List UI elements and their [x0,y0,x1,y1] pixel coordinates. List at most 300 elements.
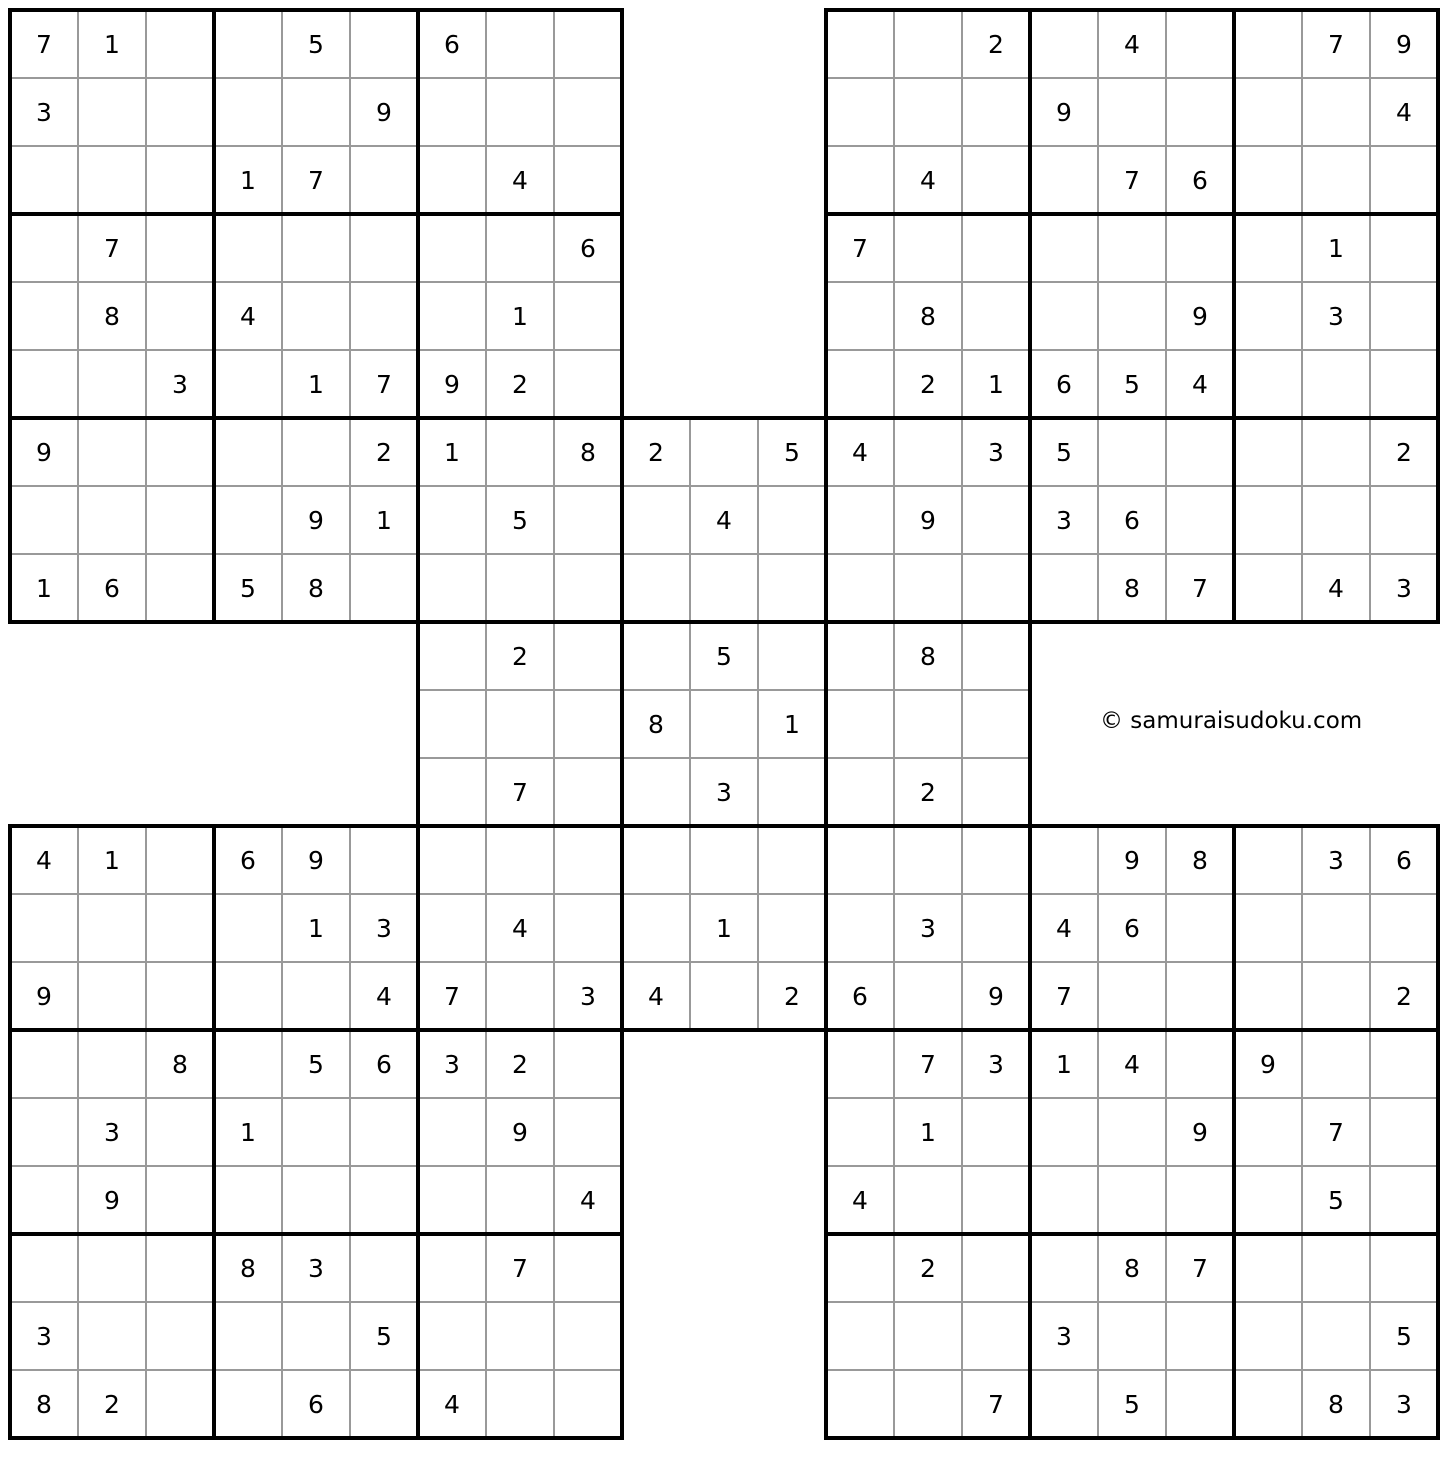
empty-cell[interactable] [486,1370,554,1438]
given-digit-cell[interactable]: 8 [1124,1253,1140,1283]
empty-cell[interactable] [554,282,622,350]
empty-cell[interactable] [10,350,78,418]
given-digit-cell[interactable]: 4 [376,981,392,1011]
empty-cell[interactable] [1370,1098,1438,1166]
empty-cell[interactable] [554,146,622,214]
given-digit-cell[interactable]: 9 [1124,845,1140,875]
given-digit-cell[interactable]: 3 [1056,505,1072,535]
given-digit-cell[interactable]: 3 [920,913,936,943]
empty-cell[interactable] [146,554,214,622]
given-digit-cell[interactable]: 3 [36,1321,52,1351]
empty-cell[interactable] [214,214,282,282]
given-digit-cell[interactable]: 7 [852,233,868,263]
given-digit-cell[interactable]: 2 [920,1253,936,1283]
given-digit-cell[interactable]: 5 [1124,369,1140,399]
empty-cell[interactable] [78,146,146,214]
given-digit-cell[interactable]: 7 [1192,1253,1208,1283]
given-digit-cell[interactable]: 9 [1192,301,1208,331]
empty-cell[interactable] [894,10,962,78]
empty-cell[interactable] [758,622,826,690]
empty-cell[interactable] [894,554,962,622]
empty-cell[interactable] [962,554,1030,622]
given-digit-cell[interactable]: 7 [1192,573,1208,603]
empty-cell[interactable] [10,1234,78,1302]
given-digit-cell[interactable]: 5 [376,1321,392,1351]
given-digit-cell[interactable]: 2 [920,369,936,399]
given-digit-cell[interactable]: 4 [512,165,528,195]
empty-cell[interactable] [146,1166,214,1234]
given-digit-cell[interactable]: 7 [376,369,392,399]
empty-cell[interactable] [1166,894,1234,962]
empty-cell[interactable] [1030,146,1098,214]
given-digit-cell[interactable]: 1 [308,913,324,943]
given-digit-cell[interactable]: 8 [240,1253,256,1283]
empty-cell[interactable] [1030,1234,1098,1302]
empty-cell[interactable] [214,78,282,146]
given-digit-cell[interactable]: 9 [36,981,52,1011]
empty-cell[interactable] [622,486,690,554]
empty-cell[interactable] [826,894,894,962]
empty-cell[interactable] [554,690,622,758]
empty-cell[interactable] [214,962,282,1030]
given-digit-cell[interactable]: 3 [444,1049,460,1079]
empty-cell[interactable] [826,282,894,350]
empty-cell[interactable] [962,214,1030,282]
empty-cell[interactable] [1030,10,1098,78]
empty-cell[interactable] [282,78,350,146]
given-digit-cell[interactable]: 1 [104,845,120,875]
empty-cell[interactable] [1030,282,1098,350]
given-digit-cell[interactable]: 3 [1328,845,1344,875]
empty-cell[interactable] [894,418,962,486]
given-digit-cell[interactable]: 9 [36,437,52,467]
empty-cell[interactable] [78,894,146,962]
empty-cell[interactable] [486,1166,554,1234]
empty-cell[interactable] [214,1302,282,1370]
given-digit-cell[interactable]: 9 [308,845,324,875]
empty-cell[interactable] [1370,486,1438,554]
given-digit-cell[interactable]: 8 [36,1389,52,1419]
given-digit-cell[interactable]: 5 [1396,1321,1412,1351]
given-digit-cell[interactable]: 4 [444,1389,460,1419]
empty-cell[interactable] [1234,282,1302,350]
empty-cell[interactable] [350,1370,418,1438]
empty-cell[interactable] [826,758,894,826]
empty-cell[interactable] [10,146,78,214]
empty-cell[interactable] [418,758,486,826]
empty-cell[interactable] [622,826,690,894]
empty-cell[interactable] [554,894,622,962]
empty-cell[interactable] [1030,1370,1098,1438]
empty-cell[interactable] [418,1234,486,1302]
empty-cell[interactable] [554,10,622,78]
empty-cell[interactable] [962,1302,1030,1370]
given-digit-cell[interactable]: 4 [1124,29,1140,59]
given-digit-cell[interactable]: 6 [1192,165,1208,195]
given-digit-cell[interactable]: 1 [376,505,392,535]
given-digit-cell[interactable]: 3 [308,1253,324,1283]
given-digit-cell[interactable]: 6 [580,233,596,263]
given-digit-cell[interactable]: 4 [1124,1049,1140,1079]
empty-cell[interactable] [758,826,826,894]
given-digit-cell[interactable]: 4 [1396,97,1412,127]
given-digit-cell[interactable]: 5 [716,641,732,671]
empty-cell[interactable] [214,10,282,78]
empty-cell[interactable] [758,486,826,554]
given-digit-cell[interactable]: 7 [1056,981,1072,1011]
empty-cell[interactable] [894,962,962,1030]
given-digit-cell[interactable]: 9 [988,981,1004,1011]
empty-cell[interactable] [350,826,418,894]
given-digit-cell[interactable]: 1 [240,1117,256,1147]
given-digit-cell[interactable]: 9 [1396,29,1412,59]
given-digit-cell[interactable]: 4 [36,845,52,875]
given-digit-cell[interactable]: 8 [1328,1389,1344,1419]
given-digit-cell[interactable]: 5 [1124,1389,1140,1419]
empty-cell[interactable] [554,826,622,894]
empty-cell[interactable] [146,1370,214,1438]
empty-cell[interactable] [418,486,486,554]
given-digit-cell[interactable]: 8 [648,709,664,739]
given-digit-cell[interactable]: 7 [512,1253,528,1283]
empty-cell[interactable] [962,894,1030,962]
empty-cell[interactable] [78,350,146,418]
empty-cell[interactable] [690,418,758,486]
empty-cell[interactable] [894,78,962,146]
empty-cell[interactable] [1302,962,1370,1030]
given-digit-cell[interactable]: 3 [1396,573,1412,603]
empty-cell[interactable] [1098,214,1166,282]
empty-cell[interactable] [78,1234,146,1302]
empty-cell[interactable] [146,418,214,486]
given-digit-cell[interactable]: 1 [784,709,800,739]
given-digit-cell[interactable]: 2 [104,1389,120,1419]
empty-cell[interactable] [486,214,554,282]
empty-cell[interactable] [214,1030,282,1098]
empty-cell[interactable] [214,486,282,554]
empty-cell[interactable] [826,1302,894,1370]
given-digit-cell[interactable]: 3 [376,913,392,943]
empty-cell[interactable] [962,1098,1030,1166]
empty-cell[interactable] [826,690,894,758]
empty-cell[interactable] [418,894,486,962]
empty-cell[interactable] [1098,1098,1166,1166]
empty-cell[interactable] [146,962,214,1030]
given-digit-cell[interactable]: 6 [1124,913,1140,943]
empty-cell[interactable] [350,214,418,282]
given-digit-cell[interactable]: 3 [104,1117,120,1147]
empty-cell[interactable] [894,214,962,282]
given-digit-cell[interactable]: 9 [512,1117,528,1147]
given-digit-cell[interactable]: 7 [512,777,528,807]
given-digit-cell[interactable]: 3 [1056,1321,1072,1351]
empty-cell[interactable] [146,1234,214,1302]
given-digit-cell[interactable]: 8 [920,641,936,671]
empty-cell[interactable] [894,690,962,758]
empty-cell[interactable] [826,1030,894,1098]
given-digit-cell[interactable]: 7 [36,29,52,59]
empty-cell[interactable] [962,486,1030,554]
given-digit-cell[interactable]: 1 [920,1117,936,1147]
empty-cell[interactable] [758,554,826,622]
empty-cell[interactable] [214,1370,282,1438]
empty-cell[interactable] [1166,962,1234,1030]
empty-cell[interactable] [1166,78,1234,146]
empty-cell[interactable] [554,758,622,826]
empty-cell[interactable] [486,418,554,486]
empty-cell[interactable] [282,1302,350,1370]
empty-cell[interactable] [962,146,1030,214]
given-digit-cell[interactable]: 8 [308,573,324,603]
empty-cell[interactable] [826,10,894,78]
given-digit-cell[interactable]: 1 [444,437,460,467]
empty-cell[interactable] [1166,1302,1234,1370]
given-digit-cell[interactable]: 8 [1192,845,1208,875]
empty-cell[interactable] [350,554,418,622]
given-digit-cell[interactable]: 5 [240,573,256,603]
given-digit-cell[interactable]: 9 [1260,1049,1276,1079]
given-digit-cell[interactable]: 7 [104,233,120,263]
empty-cell[interactable] [486,1302,554,1370]
empty-cell[interactable] [826,554,894,622]
empty-cell[interactable] [554,1234,622,1302]
given-digit-cell[interactable]: 4 [716,505,732,535]
given-digit-cell[interactable]: 4 [580,1185,596,1215]
given-digit-cell[interactable]: 1 [240,165,256,195]
given-digit-cell[interactable]: 3 [1396,1389,1412,1419]
empty-cell[interactable] [486,78,554,146]
given-digit-cell[interactable]: 2 [648,437,664,467]
empty-cell[interactable] [1234,1098,1302,1166]
empty-cell[interactable] [1098,282,1166,350]
empty-cell[interactable] [1166,1030,1234,1098]
empty-cell[interactable] [1234,350,1302,418]
given-digit-cell[interactable]: 8 [580,437,596,467]
empty-cell[interactable] [1098,78,1166,146]
empty-cell[interactable] [78,418,146,486]
empty-cell[interactable] [826,622,894,690]
empty-cell[interactable] [10,486,78,554]
empty-cell[interactable] [1166,214,1234,282]
given-digit-cell[interactable]: 1 [1056,1049,1072,1079]
empty-cell[interactable] [486,826,554,894]
given-digit-cell[interactable]: 7 [1328,29,1344,59]
empty-cell[interactable] [622,554,690,622]
empty-cell[interactable] [1302,418,1370,486]
empty-cell[interactable] [1370,214,1438,282]
given-digit-cell[interactable]: 4 [240,301,256,331]
empty-cell[interactable] [1234,1166,1302,1234]
empty-cell[interactable] [214,418,282,486]
empty-cell[interactable] [78,1302,146,1370]
given-digit-cell[interactable]: 9 [376,97,392,127]
empty-cell[interactable] [962,282,1030,350]
empty-cell[interactable] [1166,418,1234,486]
empty-cell[interactable] [1098,418,1166,486]
empty-cell[interactable] [1302,486,1370,554]
empty-cell[interactable] [826,826,894,894]
empty-cell[interactable] [146,146,214,214]
given-digit-cell[interactable]: 5 [1056,437,1072,467]
given-digit-cell[interactable]: 2 [1396,981,1412,1011]
given-digit-cell[interactable]: 7 [920,1049,936,1079]
empty-cell[interactable] [350,146,418,214]
empty-cell[interactable] [282,1166,350,1234]
empty-cell[interactable] [894,1166,962,1234]
empty-cell[interactable] [350,1234,418,1302]
empty-cell[interactable] [1302,1302,1370,1370]
empty-cell[interactable] [418,1302,486,1370]
empty-cell[interactable] [486,10,554,78]
empty-cell[interactable] [418,690,486,758]
empty-cell[interactable] [418,146,486,214]
empty-cell[interactable] [554,486,622,554]
given-digit-cell[interactable]: 4 [852,437,868,467]
empty-cell[interactable] [1234,214,1302,282]
empty-cell[interactable] [418,826,486,894]
given-digit-cell[interactable]: 3 [988,437,1004,467]
empty-cell[interactable] [146,894,214,962]
empty-cell[interactable] [282,1098,350,1166]
empty-cell[interactable] [486,554,554,622]
empty-cell[interactable] [282,962,350,1030]
given-digit-cell[interactable]: 5 [308,29,324,59]
empty-cell[interactable] [1302,1234,1370,1302]
empty-cell[interactable] [214,350,282,418]
given-digit-cell[interactable]: 1 [716,913,732,943]
given-digit-cell[interactable]: 7 [1328,1117,1344,1147]
empty-cell[interactable] [350,1098,418,1166]
empty-cell[interactable] [826,78,894,146]
empty-cell[interactable] [1234,1370,1302,1438]
empty-cell[interactable] [1370,350,1438,418]
given-digit-cell[interactable]: 9 [1056,97,1072,127]
given-digit-cell[interactable]: 7 [444,981,460,1011]
given-digit-cell[interactable]: 5 [1328,1185,1344,1215]
given-digit-cell[interactable]: 4 [648,981,664,1011]
empty-cell[interactable] [962,758,1030,826]
empty-cell[interactable] [1030,826,1098,894]
empty-cell[interactable] [1030,1166,1098,1234]
given-digit-cell[interactable]: 8 [1124,573,1140,603]
given-digit-cell[interactable]: 7 [988,1389,1004,1419]
empty-cell[interactable] [146,282,214,350]
empty-cell[interactable] [1370,1030,1438,1098]
empty-cell[interactable] [1370,282,1438,350]
empty-cell[interactable] [78,962,146,1030]
empty-cell[interactable] [1302,78,1370,146]
empty-cell[interactable] [418,554,486,622]
given-digit-cell[interactable]: 1 [988,369,1004,399]
given-digit-cell[interactable]: 4 [920,165,936,195]
empty-cell[interactable] [1030,214,1098,282]
empty-cell[interactable] [1370,894,1438,962]
given-digit-cell[interactable]: 1 [1328,233,1344,263]
empty-cell[interactable] [350,1166,418,1234]
given-digit-cell[interactable]: 1 [104,29,120,59]
empty-cell[interactable] [1234,146,1302,214]
empty-cell[interactable] [554,1302,622,1370]
empty-cell[interactable] [418,282,486,350]
given-digit-cell[interactable]: 9 [104,1185,120,1215]
empty-cell[interactable] [146,10,214,78]
empty-cell[interactable] [10,214,78,282]
given-digit-cell[interactable]: 1 [36,573,52,603]
empty-cell[interactable] [554,1370,622,1438]
empty-cell[interactable] [622,894,690,962]
empty-cell[interactable] [1234,1302,1302,1370]
empty-cell[interactable] [962,1234,1030,1302]
empty-cell[interactable] [10,1166,78,1234]
given-digit-cell[interactable]: 6 [1396,845,1412,875]
given-digit-cell[interactable]: 5 [308,1049,324,1079]
given-digit-cell[interactable]: 9 [1192,1117,1208,1147]
empty-cell[interactable] [1166,1166,1234,1234]
empty-cell[interactable] [962,690,1030,758]
given-digit-cell[interactable]: 6 [852,981,868,1011]
given-digit-cell[interactable]: 1 [512,301,528,331]
empty-cell[interactable] [1030,1098,1098,1166]
empty-cell[interactable] [1098,962,1166,1030]
empty-cell[interactable] [622,622,690,690]
empty-cell[interactable] [554,78,622,146]
empty-cell[interactable] [690,554,758,622]
empty-cell[interactable] [282,214,350,282]
given-digit-cell[interactable]: 6 [1124,505,1140,535]
empty-cell[interactable] [1234,962,1302,1030]
empty-cell[interactable] [1234,78,1302,146]
empty-cell[interactable] [1370,1234,1438,1302]
empty-cell[interactable] [826,1234,894,1302]
given-digit-cell[interactable]: 4 [512,913,528,943]
empty-cell[interactable] [554,622,622,690]
empty-cell[interactable] [622,758,690,826]
given-digit-cell[interactable]: 3 [1328,301,1344,331]
given-digit-cell[interactable]: 2 [512,1049,528,1079]
empty-cell[interactable] [214,894,282,962]
given-digit-cell[interactable]: 3 [36,97,52,127]
given-digit-cell[interactable]: 8 [104,301,120,331]
given-digit-cell[interactable]: 2 [988,29,1004,59]
empty-cell[interactable] [1030,554,1098,622]
empty-cell[interactable] [214,1166,282,1234]
empty-cell[interactable] [1166,486,1234,554]
empty-cell[interactable] [78,1030,146,1098]
empty-cell[interactable] [1234,10,1302,78]
empty-cell[interactable] [1370,1166,1438,1234]
given-digit-cell[interactable]: 2 [512,641,528,671]
empty-cell[interactable] [146,826,214,894]
empty-cell[interactable] [1302,894,1370,962]
empty-cell[interactable] [282,418,350,486]
empty-cell[interactable] [146,1302,214,1370]
empty-cell[interactable] [1098,1302,1166,1370]
empty-cell[interactable] [554,1030,622,1098]
empty-cell[interactable] [962,826,1030,894]
given-digit-cell[interactable]: 1 [308,369,324,399]
empty-cell[interactable] [826,486,894,554]
empty-cell[interactable] [1234,418,1302,486]
empty-cell[interactable] [10,894,78,962]
given-digit-cell[interactable]: 6 [240,845,256,875]
empty-cell[interactable] [962,622,1030,690]
empty-cell[interactable] [554,350,622,418]
given-digit-cell[interactable]: 9 [920,505,936,535]
empty-cell[interactable] [826,350,894,418]
empty-cell[interactable] [690,826,758,894]
empty-cell[interactable] [10,1098,78,1166]
given-digit-cell[interactable]: 2 [512,369,528,399]
